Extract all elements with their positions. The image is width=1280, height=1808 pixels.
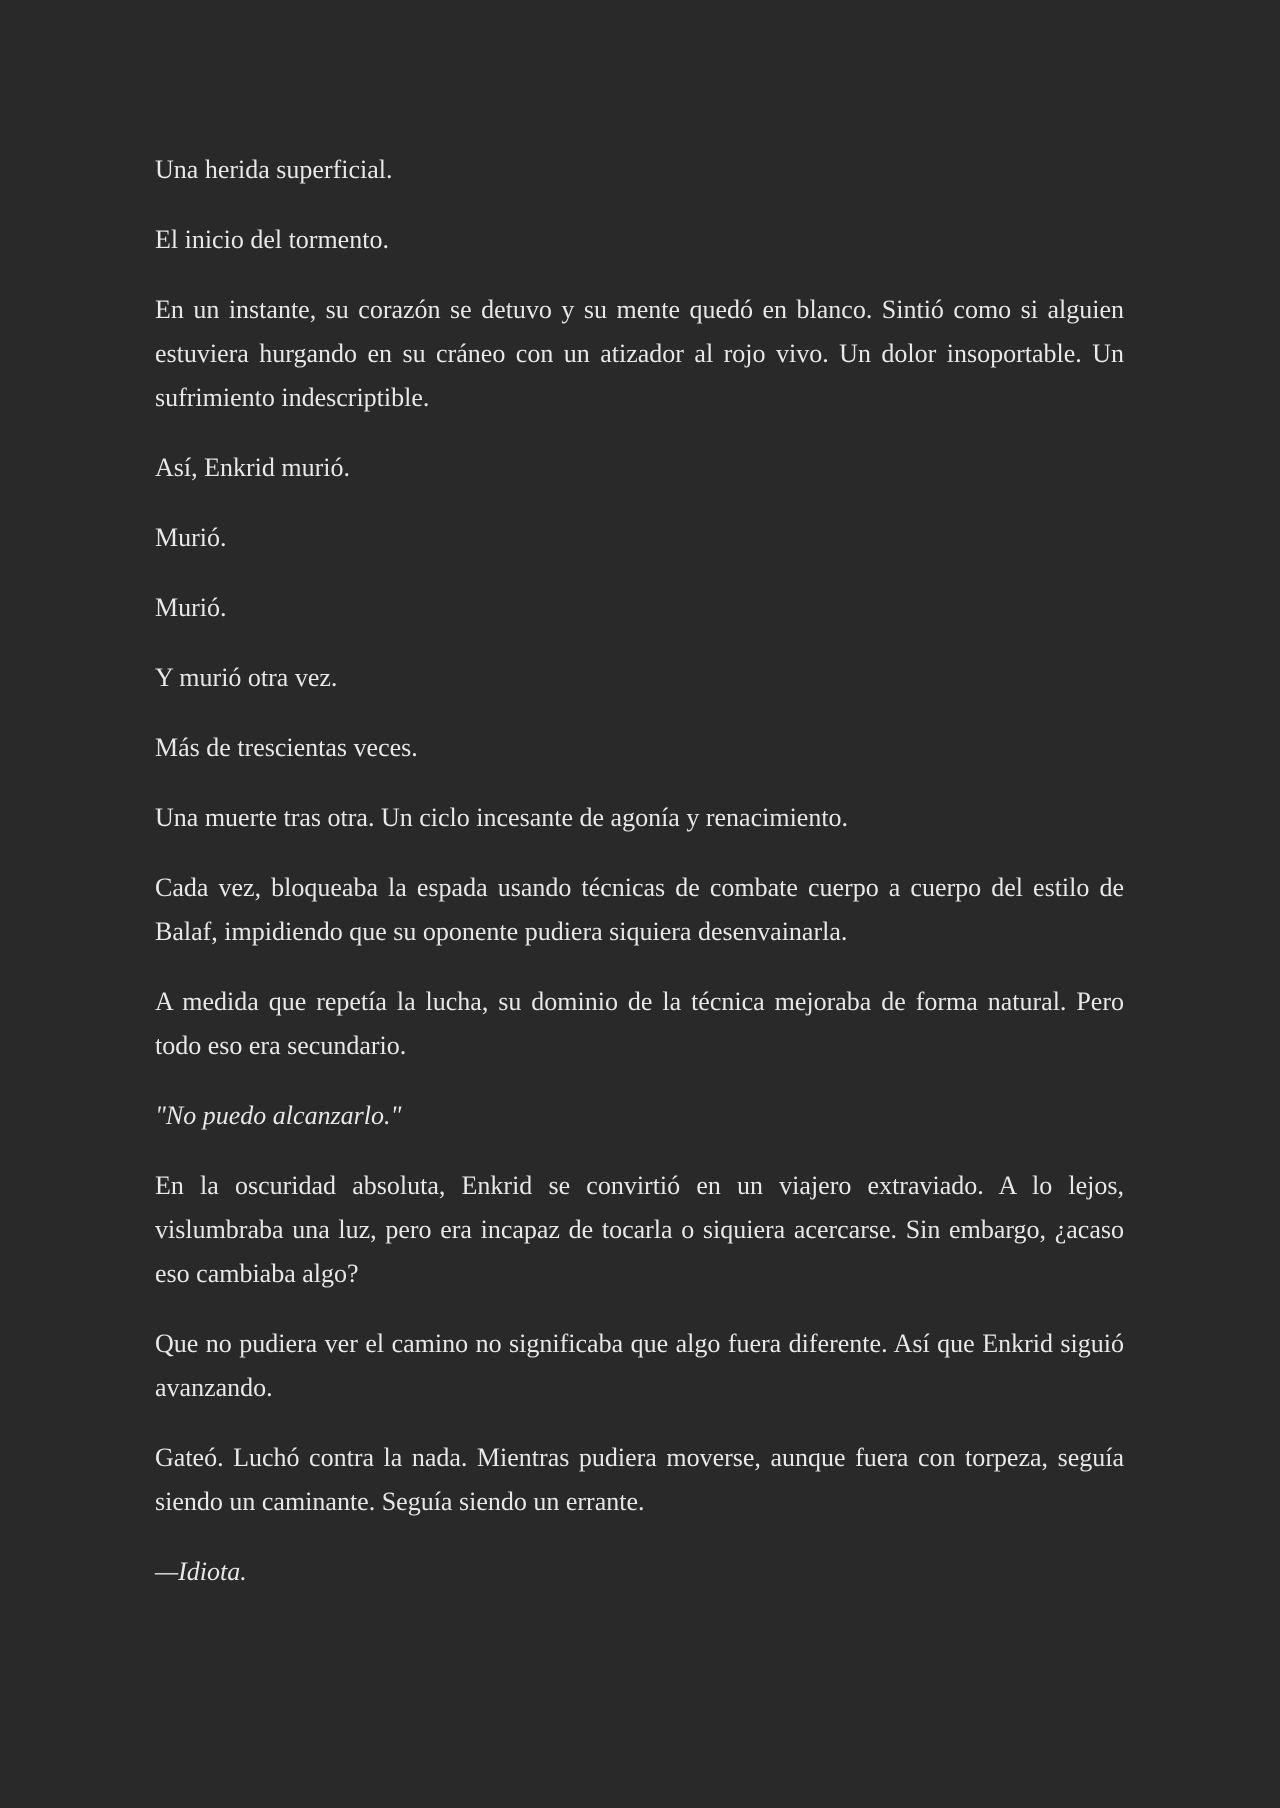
paragraph: Una muerte tras otra. Un ciclo incesante de agonía y renacimiento. bbox=[155, 803, 849, 832]
paragraph: Murió. bbox=[155, 523, 227, 552]
paragraph: Murió. bbox=[155, 593, 227, 622]
paragraph: En un instante, su corazón se detuvo y su mente quedó en blanco. Sintió como si alguien estuviera hurgando en su cráneo con un atizador al rojo vivo. Un dolor insoportable. Un sufrimiento indescriptible. bbox=[155, 295, 1124, 412]
paragraph-thought: "No puedo alcanzarlo." bbox=[155, 1101, 402, 1130]
paragraph: Más de trescientas veces. bbox=[155, 733, 418, 762]
paragraph: El inicio del tormento. bbox=[155, 225, 389, 254]
paragraph: Así, Enkrid murió. bbox=[155, 453, 350, 482]
paragraph: Gateó. Luchó contra la nada. Mientras pudiera moverse, aunque fuera con torpeza, seguía siendo un caminante. Seguía siendo un errante. bbox=[155, 1443, 1124, 1516]
paragraph: A medida que repetía la lucha, su dominio de la técnica mejoraba de forma natural. Pero todo eso era secundario. bbox=[155, 987, 1124, 1060]
paragraph-dialogue: —Idiota. bbox=[155, 1557, 247, 1586]
paragraph: Cada vez, bloqueaba la espada usando técnicas de combate cuerpo a cuerpo del estilo de Balaf, impidiendo que su oponente pudiera siquiera desenvainarla. bbox=[155, 873, 1124, 946]
paragraph: Que no pudiera ver el camino no significaba que algo fuera diferente. Así que Enkrid siguió avanzando. bbox=[155, 1329, 1124, 1402]
paragraph: Y murió otra vez. bbox=[155, 663, 338, 692]
chapter-text bbox=[155, 148, 1124, 1594]
paragraph: En la oscuridad absoluta, Enkrid se convirtió en un viajero extraviado. A lo lejos, vislumbraba una luz, pero era incapaz de tocarla o siquiera acercarse. Sin embargo, ¿acaso eso cambiaba algo? bbox=[155, 1171, 1124, 1288]
paragraph: Una herida superficial. bbox=[155, 155, 393, 184]
